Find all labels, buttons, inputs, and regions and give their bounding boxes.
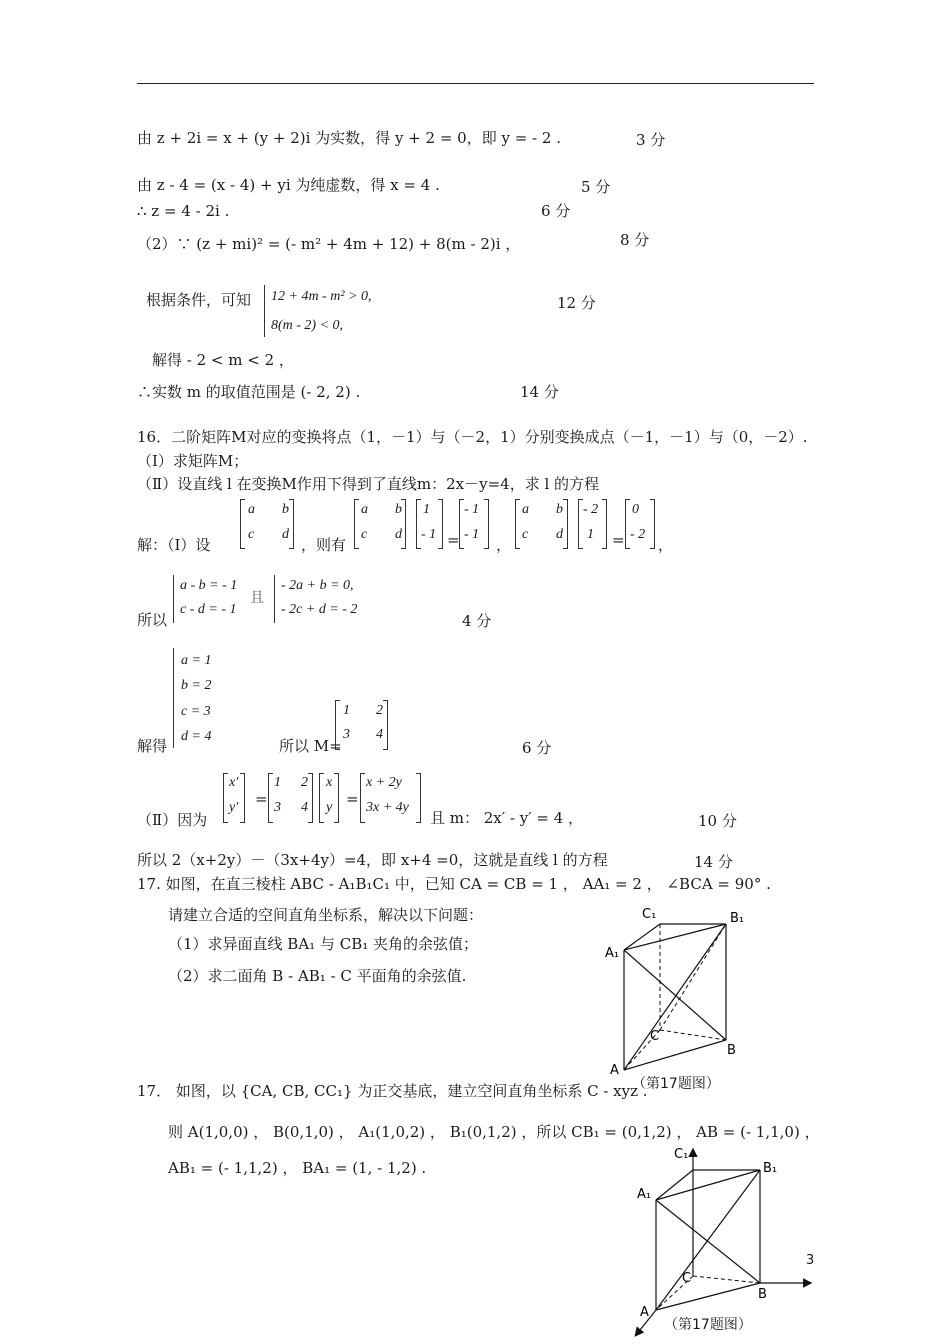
matrix-bracket — [383, 700, 388, 750]
matrix-cell: 1 — [274, 775, 281, 790]
equation: - 2a + b = 0, — [281, 578, 354, 593]
matrix-cell: b — [395, 502, 402, 517]
equation: c = 3 — [181, 704, 211, 719]
matrix-cell: d — [395, 527, 402, 542]
matrix-cell: 2 — [301, 775, 308, 790]
matrix-bracket — [650, 499, 655, 549]
score-14b: 14 分 — [694, 853, 733, 871]
equals-sign: = — [447, 531, 460, 549]
matrix-bracket — [319, 773, 324, 823]
matrix-cell: - 1 — [464, 527, 480, 542]
matrix-bracket — [289, 499, 294, 549]
score-6b: 6 分 — [522, 739, 552, 757]
matrix-cell: 4 — [301, 800, 308, 815]
matrix-bracket — [335, 700, 340, 750]
part2-conclusion: 所以 2（x+2y）－（3x+4y）=4，即 x+4 =0，这就是直线 l 的方程 — [137, 851, 608, 869]
system-brace — [274, 575, 275, 623]
equals-sign: = — [346, 790, 359, 808]
condition-ineq-1: 12 + 4m - m² > 0, — [271, 289, 372, 304]
score-12: 12 分 — [557, 294, 596, 312]
equation: d = 4 — [181, 729, 212, 744]
solution-16-intro: 解：（Ⅰ）设 — [137, 536, 211, 554]
matrix-cell: - 1 — [464, 502, 480, 517]
figure-caption-2: （第17题图） — [664, 1317, 752, 1333]
comma: ， — [658, 536, 674, 554]
page-number: 3 — [806, 1253, 815, 1268]
matrix-cell: - 2 — [583, 502, 599, 517]
matrix-cell: y — [326, 800, 333, 815]
header-rule — [137, 83, 814, 84]
matrix-bracket — [438, 499, 443, 549]
solve-label: 解得 — [137, 737, 168, 755]
matrix-bracket — [308, 773, 313, 823]
matrix-cell: - 2 — [630, 527, 646, 542]
condition-brace — [264, 285, 265, 337]
matrix-bracket — [360, 773, 365, 823]
matrix-bracket — [334, 773, 339, 823]
matrix-bracket — [563, 499, 568, 549]
matrix-cell: y′ — [229, 800, 239, 815]
matrix-bracket — [602, 499, 607, 549]
matrix-cell: x′ — [229, 775, 239, 790]
score-3: 3 分 — [636, 131, 666, 149]
prism-figure — [600, 902, 760, 1087]
score-5: 5 分 — [581, 178, 611, 196]
matrix-bracket — [484, 499, 489, 549]
matrix-cell: - 1 — [421, 527, 437, 542]
matrix-bracket — [515, 499, 520, 549]
solution-line-3: ∴ z = 4 - 2i . — [137, 202, 230, 220]
solution-line-2: 由 z - 4 = (x - 4) + yi 为纯虚数，得 x = 4 . — [137, 176, 440, 194]
label-a1: A₁ — [637, 1187, 652, 1202]
label-c: C — [682, 1271, 692, 1286]
matrix-cell: x + 2y — [366, 775, 402, 790]
matrix-bracket — [268, 773, 273, 823]
and-label: 且 — [250, 590, 264, 606]
solution-line-6: 解得 - 2 < m < 2 ， — [152, 351, 294, 369]
label-b: B — [727, 1043, 736, 1058]
question-17-intro: 请建立合适的空间直角坐标系，解决以下问题： — [168, 906, 484, 924]
label-b1: B₁ — [730, 911, 745, 926]
solve-brace — [173, 648, 174, 748]
score-14: 14 分 — [520, 383, 559, 401]
score-4: 4 分 — [462, 612, 492, 630]
solution-16-then: ，则有 — [301, 536, 347, 554]
solution-line-7: ∴实数 m 的取值范围是 (- 2, 2) . — [137, 383, 361, 401]
matrix-cell: c — [522, 527, 529, 542]
matrix-cell: a — [248, 502, 255, 517]
question-17: 17. 如图，在直三棱柱 ABC - A₁B₁C₁ 中，已知 CA = CB = 1 ， AA₁ = 2 ， ∠BCA = 90° . — [137, 875, 771, 893]
solution-17-vectors: AB₁ = (- 1,1,2) ， BA₁ = (1, - 1,2) . — [168, 1159, 427, 1177]
matrix-bracket — [240, 499, 245, 549]
solution-17-coords: 则 A(1,0,0) ， B(0,1,0) ， A₁(1,0,2) ， B₁(0,1,2) ，所以 CB₁ = (0,1,2) ， AB = (- 1,1,0) ， — [168, 1123, 820, 1141]
label-c: C — [650, 1029, 660, 1044]
question-17-part-2: （2）求二面角 B - AB₁ - C 平面角的余弦值. — [168, 967, 467, 985]
system-label: 所以 — [137, 611, 168, 629]
matrix-cell: b — [556, 502, 563, 517]
comma: ， — [496, 536, 512, 554]
solution-line-1: 由 z + 2i = x + (y + 2)i 为实数，得 y + 2 = 0，即 y = - 2 . — [137, 129, 561, 147]
matrix-cell: a — [522, 502, 529, 517]
matrix-cell: 0 — [632, 502, 639, 517]
matrix-cell: d — [282, 527, 289, 542]
matrix-bracket — [354, 499, 359, 549]
score-10: 10 分 — [698, 812, 737, 830]
figure-caption: （第17题图） — [632, 1076, 720, 1092]
solution-17: 17． 如图，以 {CA, CB, CC₁} 为正交基底，建立空间直角坐标系 C - xyz . — [137, 1082, 648, 1100]
label-b: B — [758, 1287, 767, 1302]
matrix-cell: c — [361, 527, 368, 542]
matrix-cell: 1 — [423, 502, 430, 517]
matrix-bracket — [401, 499, 406, 549]
matrix-cell: d — [556, 527, 563, 542]
label-c1: C₁ — [642, 907, 657, 922]
matrix-cell: b — [282, 502, 289, 517]
equals-sign: = — [255, 790, 268, 808]
matrix-cell: c — [248, 527, 255, 542]
matrix-cell: 1 — [587, 527, 594, 542]
equation: a = 1 — [181, 653, 212, 668]
matrix-bracket — [416, 773, 421, 823]
equation: - 2c + d = - 2 — [281, 602, 358, 617]
part2-label: （Ⅱ）因为 — [137, 811, 208, 829]
label-a1: A₁ — [605, 946, 620, 961]
matrix-bracket — [223, 773, 228, 823]
question-16-part-2: （Ⅱ）设直线 l 在变换M作用下得到了直线m：2x－y=4，求 l 的方程 — [137, 475, 600, 493]
equation: b = 2 — [181, 678, 212, 693]
system-brace — [173, 575, 174, 623]
matrix-cell: 3 — [274, 800, 281, 815]
matrix-cell: 4 — [376, 727, 383, 742]
question-16: 16．二阶矩阵M对应的变换将点（1，－1）与（－2，1）分别变换成点（－1，－1）与（0，－2）. — [137, 428, 808, 446]
equation: a - b = - 1 — [180, 578, 238, 593]
matrix-cell: 2 — [376, 703, 383, 718]
matrix-m-label: 所以 M= — [279, 737, 342, 755]
label-a: A — [610, 1063, 619, 1078]
question-16-part-1: （Ⅰ）求矩阵M； — [137, 452, 249, 470]
equals-sign: = — [612, 531, 625, 549]
score-8: 8 分 — [620, 231, 650, 249]
equation: c - d = - 1 — [180, 602, 237, 617]
label-a: A — [640, 1305, 649, 1320]
condition-ineq-2: 8(m - 2) < 0, — [271, 318, 344, 333]
solution-line-4: （2）∵ (z + mi)² = (- m² + 4m + 12) + 8(m - 2)i ， — [137, 235, 521, 253]
condition-label: 根据条件，可知 — [146, 291, 252, 309]
score-6: 6 分 — [541, 202, 571, 220]
matrix-bracket — [240, 773, 245, 823]
matrix-cell: 1 — [343, 703, 350, 718]
matrix-cell: 3x + 4y — [366, 800, 409, 815]
prism-coordinate-figure — [620, 1140, 820, 1340]
label-b1: B₁ — [763, 1161, 778, 1176]
matrix-cell: 3 — [343, 727, 350, 742]
question-17-part-1: （1）求异面直线 BA₁ 与 CB₁ 夹角的余弦值； — [168, 935, 478, 953]
label-c1: C₁ — [674, 1147, 689, 1162]
matrix-cell: x — [326, 775, 333, 790]
part2-tail: 且 m： 2x′ - y′ = 4 ， — [430, 809, 584, 827]
matrix-cell: a — [361, 502, 368, 517]
